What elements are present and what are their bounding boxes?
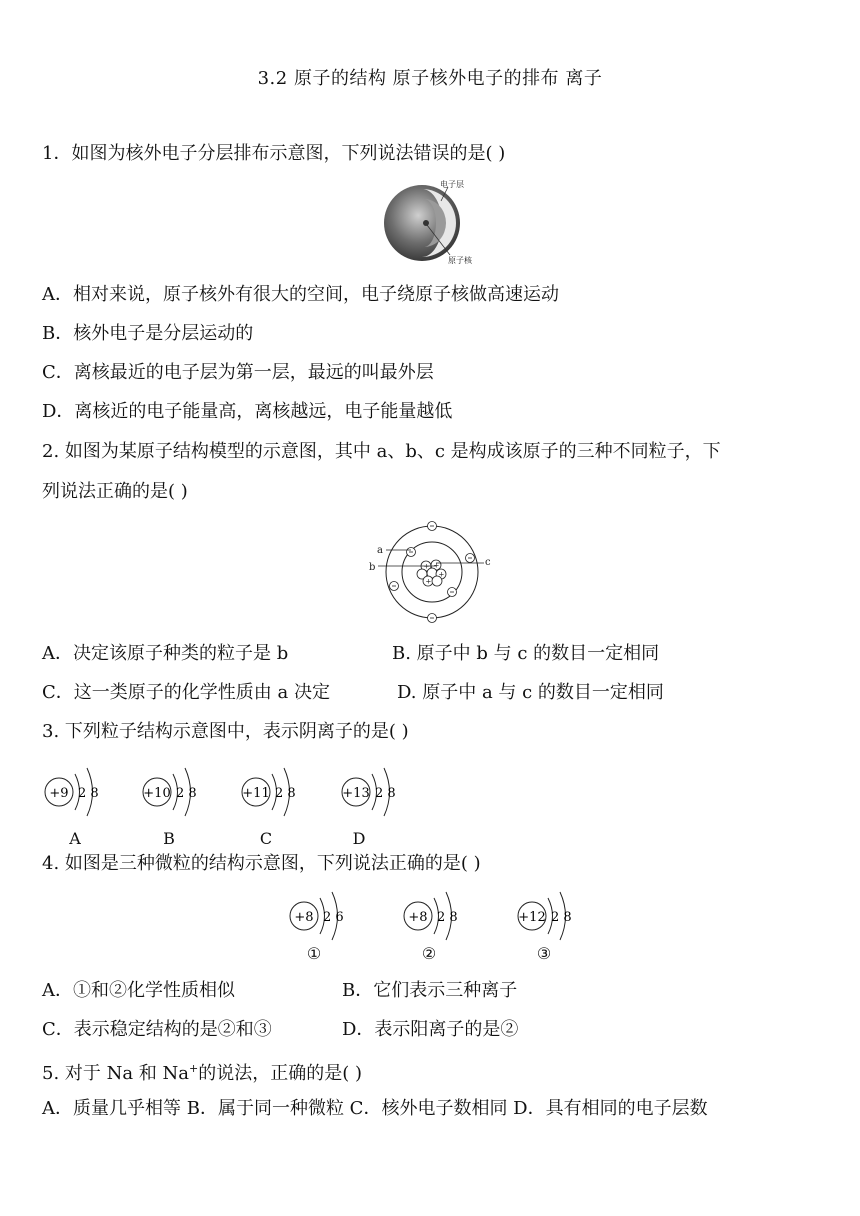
svg-text:2 8: 2 8 xyxy=(437,910,458,925)
q3-letter-b: B xyxy=(163,829,175,848)
q4-diagram-3 xyxy=(514,886,584,944)
svg-text:2 8: 2 8 xyxy=(78,786,99,801)
q4-option-d: D．表示阳离子的是② xyxy=(342,1019,519,1040)
svg-text:+13: +13 xyxy=(342,786,370,801)
q4-option-a: A．①和②化学性质相似 xyxy=(42,980,235,1001)
svg-text:2 6: 2 6 xyxy=(323,910,344,925)
q2-option-a: A．决定该原子种类的粒子是 b xyxy=(42,643,289,664)
q1-option-d: D．离核近的电子能量高，离核越远，电子能量越低 xyxy=(42,401,453,422)
q4-label-2: ② xyxy=(421,944,437,963)
q3-letter-c: C xyxy=(259,829,273,848)
q5-stem-sup: + xyxy=(189,1062,199,1075)
q1-option-c: C．离核最近的电子层为第一层，最远的叫最外层 xyxy=(42,362,434,383)
q5-options: A．质量几乎相等 B．属于同一种微粒 C．核外电子数相同 D．具有相同的电子层数 xyxy=(42,1098,708,1119)
q2-option-d: D. 原子中 a 与 c 的数目一定相同 xyxy=(397,682,664,703)
svg-text:+: + xyxy=(423,562,430,571)
q5-stem xyxy=(42,1058,362,1085)
svg-text:+9: +9 xyxy=(49,786,69,801)
label-b: b xyxy=(369,562,376,573)
svg-text:2 8: 2 8 xyxy=(551,910,572,925)
svg-text:2 8: 2 8 xyxy=(176,786,197,801)
q1-option-b: B．核外电子是分层运动的 xyxy=(42,323,254,344)
label-electron-shell: 电子层 xyxy=(440,180,464,189)
q2-atom-model-figure xyxy=(366,519,496,625)
q4-option-c: C．表示稳定结构的是②和③ xyxy=(42,1019,272,1040)
q4-stem: 4. 如图是三种微粒的结构示意图，下列说法正确的是( ) xyxy=(42,853,481,874)
svg-text:+8: +8 xyxy=(294,910,314,925)
q1-electron-shell-figure xyxy=(378,177,488,269)
q4-option-b: B．它们表示三种离子 xyxy=(342,980,518,1001)
svg-text:+11: +11 xyxy=(242,786,270,801)
page-title: 3.2 原子的结构 原子核外电子的排布 离子 xyxy=(257,68,603,89)
q5-stem-pre: 5. 对于 Na 和 Na xyxy=(42,1063,190,1084)
q3-letter-d: D xyxy=(352,829,366,848)
q4-diagram-2 xyxy=(400,886,470,944)
svg-text:+: + xyxy=(433,561,440,570)
svg-text:+: + xyxy=(438,570,445,579)
q2-option-b: B. 原子中 b 与 c 的数目一定相同 xyxy=(392,643,660,664)
q2-stem-line2: 列说法正确的是( ) xyxy=(42,481,188,502)
q1-option-a: A．相对来说，原子核外有很大的空间，电子绕原子核做高速运动 xyxy=(42,284,559,305)
label-nucleus: 原子核 xyxy=(448,256,472,265)
q3-diagram-d xyxy=(339,762,409,818)
svg-text:+10: +10 xyxy=(143,786,171,801)
q3-diagram-a xyxy=(42,762,112,818)
label-a: a xyxy=(377,545,383,556)
q2-stem-line1: 2. 如图为某原子结构模型的示意图，其中 a、b、c 是构成该原子的三种不同粒子，下 xyxy=(42,441,721,462)
label-c: c xyxy=(485,557,491,568)
svg-text:+12: +12 xyxy=(518,910,546,925)
q4-diagram-1 xyxy=(286,886,356,944)
q3-diagram-c xyxy=(239,762,309,818)
q3-stem: 3. 下列粒子结构示意图中，表示阴离子的是( ) xyxy=(42,721,409,742)
q1-stem: 1．如图为核外电子分层排布示意图，下列说法错误的是( ) xyxy=(42,143,506,164)
nucleus-dot xyxy=(423,220,429,226)
q3-letter-a: A xyxy=(69,829,81,848)
q5-stem-post: 的说法，正确的是( ) xyxy=(198,1063,363,1084)
svg-text:+8: +8 xyxy=(408,910,428,925)
q3-diagram-b xyxy=(140,762,210,818)
svg-text:2 8: 2 8 xyxy=(375,786,396,801)
q2-option-c: C．这一类原子的化学性质由 a 决定 xyxy=(42,682,330,703)
q4-label-3: ③ xyxy=(536,944,552,963)
svg-text:2 8: 2 8 xyxy=(275,786,296,801)
svg-text:+: + xyxy=(425,577,432,586)
q4-label-1: ① xyxy=(306,944,322,963)
